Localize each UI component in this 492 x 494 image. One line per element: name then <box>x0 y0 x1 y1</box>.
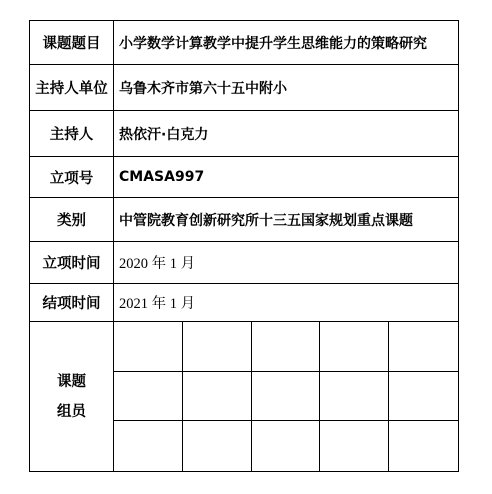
start-time-label: 立项时间 <box>30 242 114 283</box>
row-category <box>30 198 458 242</box>
category-label: 类别 <box>30 198 114 241</box>
end-time-label: 结项时间 <box>30 284 114 321</box>
member-cell <box>183 421 252 471</box>
member-cell <box>183 372 252 422</box>
members-label-line2: 组员 <box>57 403 86 420</box>
members-label <box>30 322 114 471</box>
topic-label: 课题题目 <box>30 21 114 64</box>
category-value: 中管院教育创新研究所十三五国家规划重点课题 <box>119 212 413 229</box>
member-cell <box>183 322 252 372</box>
member-cell <box>252 372 321 422</box>
row-host-unit <box>30 65 458 111</box>
member-cell <box>389 372 458 422</box>
member-cell <box>320 322 389 372</box>
member-cell <box>114 421 183 471</box>
host-unit-label: 主持人单位 <box>30 65 114 110</box>
member-cell <box>252 421 321 471</box>
member-cell <box>114 322 183 372</box>
project-number-value: CMASA997 <box>119 169 205 185</box>
row-members <box>30 322 458 471</box>
end-time-value: 2021 年 1 月 <box>119 296 196 312</box>
project-number-label: 立项号 <box>30 157 114 197</box>
members-grid <box>114 322 458 471</box>
row-project-number <box>30 157 458 198</box>
project-info-form <box>29 20 459 472</box>
member-cell <box>389 322 458 372</box>
member-cell <box>389 421 458 471</box>
row-end-time <box>30 284 458 322</box>
member-cell <box>320 372 389 422</box>
host-value: 热依汗·白克力 <box>119 126 209 143</box>
row-start-time <box>30 242 458 284</box>
start-time-value: 2020 年 1 月 <box>119 256 196 272</box>
members-label-line1: 课题 <box>57 373 86 390</box>
topic-value: 小学数学计算教学中提升学生思维能力的策略研究 <box>119 35 427 52</box>
host-unit-value: 乌鲁木齐市第六十五中附小 <box>119 80 287 97</box>
member-cell <box>114 372 183 422</box>
member-cell <box>320 421 389 471</box>
member-cell <box>252 322 321 372</box>
host-label: 主持人 <box>30 111 114 156</box>
row-host <box>30 111 458 157</box>
row-topic <box>30 21 458 65</box>
